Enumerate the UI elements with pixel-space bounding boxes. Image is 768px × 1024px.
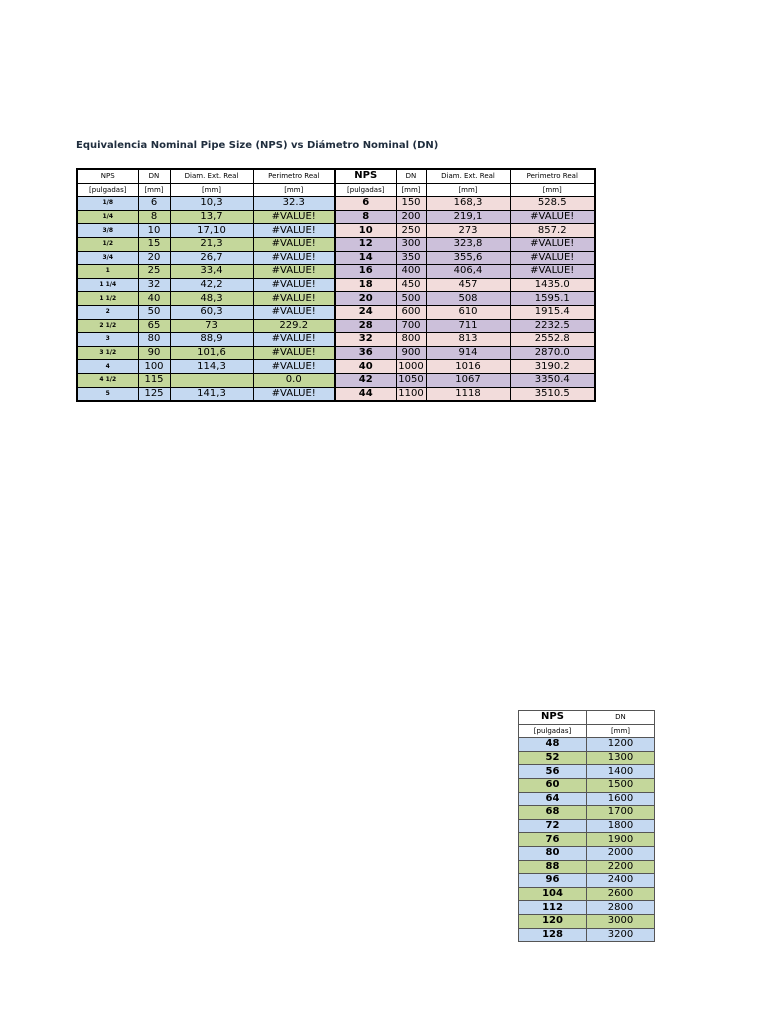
table-row (519, 833, 655, 847)
header-cell: [mm] (138, 183, 170, 197)
table-cell: #VALUE! (253, 210, 335, 224)
table-cell: 1800 (587, 819, 655, 833)
table-cell: 219,1 (426, 210, 510, 224)
table-cell: 88,9 (170, 333, 253, 347)
table-cell: 13,7 (170, 210, 253, 224)
table-cell: 3200 (587, 928, 655, 942)
table-row (77, 333, 595, 347)
table-cell: 114,3 (170, 360, 253, 374)
header-cell: [mm] (426, 183, 510, 197)
table-cell: #VALUE! (253, 360, 335, 374)
table-cell: #VALUE! (253, 265, 335, 279)
table-cell: 711 (426, 319, 510, 333)
table-cell: 4 1/2 (77, 373, 138, 387)
table-cell: 16 (335, 265, 396, 279)
header-cell: [mm] (253, 183, 335, 197)
table-cell: 90 (138, 346, 170, 360)
table-row (519, 751, 655, 765)
table-cell: 857.2 (510, 224, 595, 238)
table-cell: 1/4 (77, 210, 138, 224)
table-cell: 56 (519, 765, 587, 779)
table-cell: 2000 (587, 846, 655, 860)
table-cell: 3/8 (77, 224, 138, 238)
table-cell: 80 (519, 846, 587, 860)
table-cell: 33,4 (170, 265, 253, 279)
table-cell: #VALUE! (510, 237, 595, 251)
table-cell: 10 (335, 224, 396, 238)
table-cell: #VALUE! (510, 265, 595, 279)
table-cell: 40 (138, 292, 170, 306)
table-cell: 900 (396, 346, 426, 360)
table-cell: 60,3 (170, 305, 253, 319)
header-cell: NPS (335, 169, 396, 183)
header-cell: Perimetro Real (253, 169, 335, 183)
table-cell: 2400 (587, 874, 655, 888)
table-cell: 1600 (587, 792, 655, 806)
table-row (519, 778, 655, 792)
table-cell: #VALUE! (253, 237, 335, 251)
table-cell: 2232.5 (510, 319, 595, 333)
header-cell: NPS (519, 711, 587, 725)
table-cell: 101,6 (170, 346, 253, 360)
table-cell: 2870.0 (510, 346, 595, 360)
table-cell: 2552.8 (510, 333, 595, 347)
table-cell: #VALUE! (510, 251, 595, 265)
table-cell: 4 (77, 360, 138, 374)
table-cell: 229.2 (253, 319, 335, 333)
table-cell: 14 (335, 251, 396, 265)
table-cell: 168,3 (426, 197, 510, 211)
table-cell: 700 (396, 319, 426, 333)
table-cell: #VALUE! (253, 224, 335, 238)
table-row (77, 346, 595, 360)
table-cell: 355,6 (426, 251, 510, 265)
header-cell: [mm] (510, 183, 595, 197)
header-row (77, 183, 595, 197)
table-cell: #VALUE! (253, 333, 335, 347)
table-row (77, 251, 595, 265)
table-row (77, 373, 595, 387)
table-cell: 17,10 (170, 224, 253, 238)
table-row (77, 197, 595, 211)
table-cell: 600 (396, 305, 426, 319)
table-cell: 8 (335, 210, 396, 224)
table-cell: 300 (396, 237, 426, 251)
table-cell: 1915.4 (510, 305, 595, 319)
header-row (77, 169, 595, 183)
table-cell: 1067 (426, 373, 510, 387)
table-cell: 1200 (587, 738, 655, 752)
table-cell: 1 1/2 (77, 292, 138, 306)
table-row (77, 278, 595, 292)
table-cell: 150 (396, 197, 426, 211)
table-cell: 115 (138, 373, 170, 387)
table-cell: 8 (138, 210, 170, 224)
table-cell: 3/4 (77, 251, 138, 265)
table-cell: 800 (396, 333, 426, 347)
header-cell: NPS (77, 169, 138, 183)
table-cell: 3350.4 (510, 373, 595, 387)
table-row (77, 224, 595, 238)
table-cell: 3190.2 (510, 360, 595, 374)
header-cell: DN (138, 169, 170, 183)
table-row (519, 901, 655, 915)
table-cell: 112 (519, 901, 587, 915)
table-cell: 2 1/2 (77, 319, 138, 333)
table-row (519, 765, 655, 779)
table-cell: 250 (396, 224, 426, 238)
header-cell: Diam. Ext. Real (170, 169, 253, 183)
table-cell: 813 (426, 333, 510, 347)
header-cell: [pulgadas] (519, 724, 587, 738)
table-cell: 36 (335, 346, 396, 360)
table-cell: 60 (519, 778, 587, 792)
table-cell: 457 (426, 278, 510, 292)
table-cell: 2200 (587, 860, 655, 874)
table-cell: 2800 (587, 901, 655, 915)
table-cell: 10 (138, 224, 170, 238)
table-cell: #VALUE! (253, 305, 335, 319)
table-cell: 73 (170, 319, 253, 333)
table-cell: 32.3 (253, 197, 335, 211)
table-cell: 6 (335, 197, 396, 211)
nps-dn-table (76, 168, 596, 402)
table-row (519, 928, 655, 942)
table-cell: #VALUE! (253, 292, 335, 306)
table-cell: 528.5 (510, 197, 595, 211)
table-cell: 141,3 (170, 387, 253, 401)
header-cell: Diam. Ext. Real (426, 169, 510, 183)
table-row (519, 874, 655, 888)
table-cell: 88 (519, 860, 587, 874)
table-row (519, 819, 655, 833)
header-cell: [mm] (587, 724, 655, 738)
table-cell: 42 (335, 373, 396, 387)
table-cell: 18 (335, 278, 396, 292)
table-cell: 350 (396, 251, 426, 265)
table-cell: 32 (138, 278, 170, 292)
table-cell: 44 (335, 387, 396, 401)
nps-dn-extension-table (518, 710, 655, 942)
table-cell: 96 (519, 874, 587, 888)
table-cell: 5 (77, 387, 138, 401)
header-cell: [pulgadas] (335, 183, 396, 197)
table-row (77, 305, 595, 319)
table-cell: 200 (396, 210, 426, 224)
table-cell: 20 (335, 292, 396, 306)
table-cell: 42,2 (170, 278, 253, 292)
table-cell: 1000 (396, 360, 426, 374)
table-cell (170, 373, 253, 387)
header-cell: DN (396, 169, 426, 183)
table-row (519, 860, 655, 874)
table-cell: 1 1/4 (77, 278, 138, 292)
page-title: Equivalencia Nominal Pipe Size (NPS) vs Diámetro Nominal (DN) (76, 140, 439, 151)
table-cell: 28 (335, 319, 396, 333)
header-cell: [mm] (170, 183, 253, 197)
table-row (519, 738, 655, 752)
table-cell: 1 (77, 265, 138, 279)
table-cell: 1400 (587, 765, 655, 779)
table-row (77, 210, 595, 224)
table-row (519, 806, 655, 820)
table-row (519, 914, 655, 928)
table-cell: 1900 (587, 833, 655, 847)
table-cell: 100 (138, 360, 170, 374)
table-cell: #VALUE! (253, 251, 335, 265)
table-cell: 40 (335, 360, 396, 374)
table-cell: 1100 (396, 387, 426, 401)
table-cell: 20 (138, 251, 170, 265)
header-cell: [pulgadas] (77, 183, 138, 197)
table-cell: 3 (77, 333, 138, 347)
table-cell: 32 (335, 333, 396, 347)
table-row (77, 237, 595, 251)
table-cell: 1300 (587, 751, 655, 765)
header-cell: [mm] (396, 183, 426, 197)
table-cell: 64 (519, 792, 587, 806)
table-cell: 1595.1 (510, 292, 595, 306)
table-cell: 406,4 (426, 265, 510, 279)
table-cell: 125 (138, 387, 170, 401)
table-cell: 120 (519, 914, 587, 928)
table-cell: 65 (138, 319, 170, 333)
table-cell: 48,3 (170, 292, 253, 306)
table-cell: 50 (138, 305, 170, 319)
table-cell: #VALUE! (253, 387, 335, 401)
table-row (77, 387, 595, 401)
table-cell: 323,8 (426, 237, 510, 251)
table-cell: 1435.0 (510, 278, 595, 292)
table-cell: 400 (396, 265, 426, 279)
table-cell: 610 (426, 305, 510, 319)
table-cell: 52 (519, 751, 587, 765)
table-cell: 2600 (587, 887, 655, 901)
table-cell: 1500 (587, 778, 655, 792)
header-cell: Perimetro Real (510, 169, 595, 183)
table-row (519, 887, 655, 901)
table-cell: 12 (335, 237, 396, 251)
table-cell: 48 (519, 738, 587, 752)
table-row (77, 360, 595, 374)
table-row (77, 319, 595, 333)
table-cell: 273 (426, 224, 510, 238)
table-cell: 1/8 (77, 197, 138, 211)
table-cell: 508 (426, 292, 510, 306)
table-cell: 1050 (396, 373, 426, 387)
table-row (77, 265, 595, 279)
table-cell: 1/2 (77, 237, 138, 251)
table-cell: #VALUE! (510, 210, 595, 224)
header-row (519, 711, 655, 725)
table-cell: 21,3 (170, 237, 253, 251)
table-cell: 25 (138, 265, 170, 279)
table-cell: 3 1/2 (77, 346, 138, 360)
table-cell: 3000 (587, 914, 655, 928)
table-cell: 3510.5 (510, 387, 595, 401)
table-cell: 128 (519, 928, 587, 942)
table-cell: 914 (426, 346, 510, 360)
table-cell: 15 (138, 237, 170, 251)
header-row (519, 724, 655, 738)
table-cell: 72 (519, 819, 587, 833)
table-cell: 104 (519, 887, 587, 901)
table-row (519, 846, 655, 860)
header-cell: DN (587, 711, 655, 725)
table-cell: 10,3 (170, 197, 253, 211)
table-cell: 24 (335, 305, 396, 319)
table-cell: 6 (138, 197, 170, 211)
table-cell: 450 (396, 278, 426, 292)
table-cell: 1700 (587, 806, 655, 820)
table-cell: 26,7 (170, 251, 253, 265)
table-cell: 2 (77, 305, 138, 319)
table-cell: 76 (519, 833, 587, 847)
table-cell: 1118 (426, 387, 510, 401)
table-cell: #VALUE! (253, 278, 335, 292)
table-cell: 0.0 (253, 373, 335, 387)
table-cell: 500 (396, 292, 426, 306)
table-row (519, 792, 655, 806)
table-row (77, 292, 595, 306)
table-cell: 68 (519, 806, 587, 820)
table-cell: 1016 (426, 360, 510, 374)
table-cell: 80 (138, 333, 170, 347)
table-cell: #VALUE! (253, 346, 335, 360)
